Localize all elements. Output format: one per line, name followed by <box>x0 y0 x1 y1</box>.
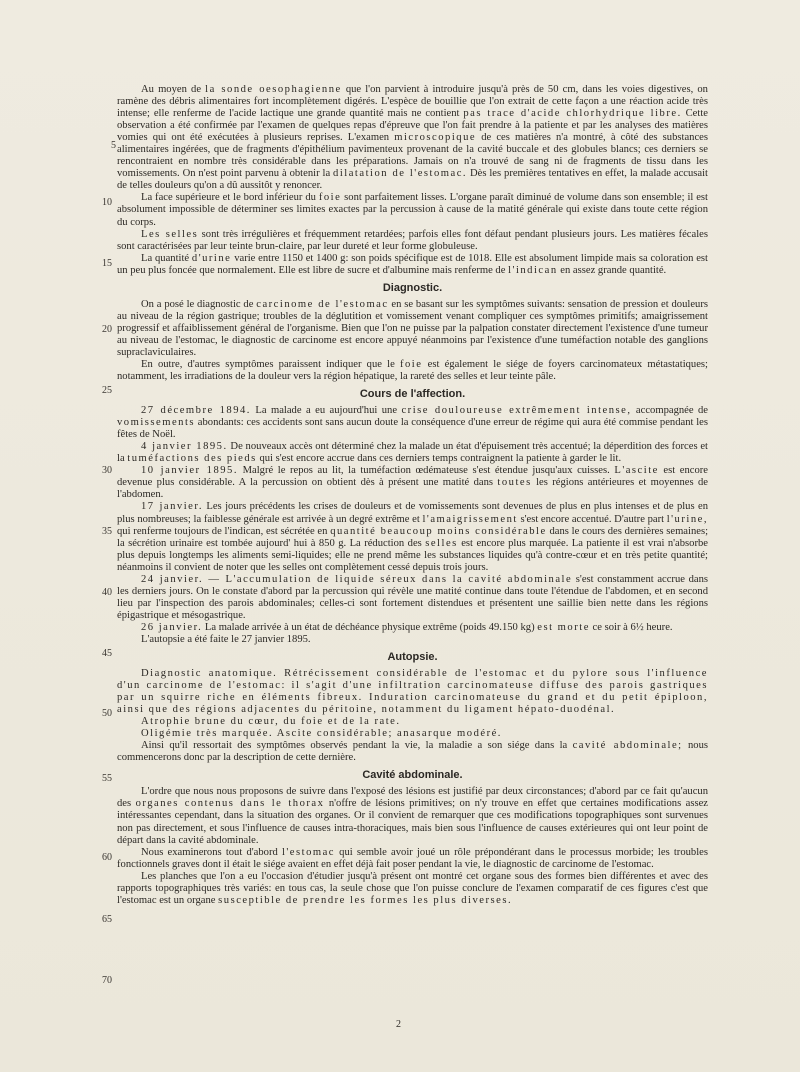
paragraph <box>117 668 708 716</box>
text-run: En outre, d'autres symptômes paraissent indiquer que le <box>141 358 400 370</box>
spaced-text: Oligémie très marquée. Ascite considérable; anasarque modéré. <box>141 728 502 740</box>
spaced-text: est morte <box>537 621 590 633</box>
spaced-text: crise douloureuse extrêmement intense, <box>401 405 632 417</box>
line-number: 15 <box>102 258 112 269</box>
text-run: Au moyen de <box>141 84 206 95</box>
spaced-text: vomissements <box>117 417 196 429</box>
text-run: en se basant sur les symptômes suivants: sensation de pression et douleurs au niveau de la région gastrique; troubles de la déglutition et vomissement venant compliquer ces symptômes primitifs; amaigrissement progressif et affaiblissement général de l'organisme. Bien que l'on ne puisse par la palpation constater directement l'existence d'une tumeur au niveau de l'estomac, le diagnostic de carcinome est encore appuyé néanmoins par l'existence d'une tuméfaction notable des ganglions supraclaviculaires. <box>117 298 708 358</box>
text-run: Ainsi qu'il ressortait des symptômes observés pendant la vie, la maladie a son siége dans la <box>141 740 573 752</box>
spaced-text: Les selles <box>141 228 199 240</box>
heading-cavite: Cavité abdominale. <box>362 769 463 782</box>
text-run: s'est constamment accrue dans les derniers jours. On le constate d'abord par la percussion qui révèle une matité continue dans toute l'étendue de l'abdomen, et en second lieu par l'inspection des parois abdominales; celles-ci sont fortement distendues et présentent une saillie bien nette dans les régions épigastrique et mésogastrique. <box>117 573 708 621</box>
spaced-text: dilatation de l'estomac. <box>333 168 468 180</box>
spaced-text: pas trace d'acide chlorhydrique libre. <box>463 108 682 120</box>
spaced-text: 10 janvier 1895. <box>141 465 238 477</box>
paragraph <box>117 716 708 728</box>
spaced-text: Atrophie brune du cœur, du foie et de la rate. <box>141 716 401 728</box>
text-run: qui s'est encore accrue dans ces derniers temps contraignent la patiente à garder le lit. <box>256 453 622 465</box>
intro-section <box>117 84 708 277</box>
diagnostic-section <box>117 299 708 383</box>
text-run: L'ordre que nous nous proposons de suivre dans l'exposé des lésions est justifié par deux circonstances; d'abord par ce fait qu'aucun des <box>117 786 708 810</box>
line-number: 20 <box>102 324 112 335</box>
spaced-text: 24 janvier. — L'accumulation de liquide séreux dans la cavité abdominale <box>141 573 573 585</box>
text-run: On a posé le diagnostic de <box>141 298 257 310</box>
spaced-text: 17 janvier. <box>141 501 203 513</box>
text-run: sont très irrégulières et fréquemment retardées; parfois elles font défaut pendant plusieurs jours. Les matières fécales sont caractérisées par leur teinte brun-claire, par leur dureté et leur forme globuleuse. <box>117 228 708 252</box>
line-number: 70 <box>102 975 112 986</box>
spaced-text: organes contenus dans le thorax <box>135 798 325 810</box>
line-number: 30 <box>102 465 112 476</box>
text-run: qui renferme toujours de l'indican, est sécrétée en <box>117 525 331 537</box>
paragraph <box>117 847 708 871</box>
spaced-text: l'urine, <box>666 513 708 525</box>
page-number: 2 <box>396 1019 401 1030</box>
spaced-text: d'urine <box>191 252 232 264</box>
text-run: est encore plus marquée. La patiente il est vrai n'absorbe plus depuis longtemps les aliments semi-liquides; elle ne prend même les substances liquides qu'à contre-cœur et en très petite quantité; néanmoins il convient de noter que les selles ont complètement cessé depuis trois jours. <box>117 537 708 573</box>
cavite-section <box>117 786 708 906</box>
heading-cours: Cours de l'affection. <box>359 388 466 401</box>
spaced-text: L'ascite <box>614 465 659 477</box>
spaced-text: selles <box>425 537 458 549</box>
line-number: 45 <box>102 648 112 659</box>
text-run: dans le cours des dernières semaines; la sécrétion urinaire est tombée aujourd' hui à 850 g. La réduction des <box>117 525 709 549</box>
paragraph <box>117 728 708 740</box>
spaced-text: foie <box>318 192 342 204</box>
spaced-text: l'amaigrissement <box>422 513 518 525</box>
autopsie-section <box>117 668 708 764</box>
text-run: sont parfaitement lisses. L'organe paraît diminué de volume dans son ensemble; il est absolument impossible de déterminer ses limites exactes par la percussion à cause de la matité générale qui existe dans toute cette région du corps. <box>117 192 708 228</box>
text-run: en assez grande quantité. <box>557 264 667 276</box>
spaced-text: l'indican <box>508 264 558 276</box>
line-number: 65 <box>102 914 112 925</box>
spaced-text: 4 janvier 1895. <box>141 441 228 453</box>
text-run: s'est encore accentué. D'autre part <box>517 513 667 525</box>
text-run: qui semble avoir joué un rôle prépondérant dans le processus morbide; les troubles fonctionnels graves dont il était le siége avaient en effet déjà fait poser pendant la vie, le diagnostic de carcinome de l'estomac. <box>117 846 708 870</box>
paragraph <box>117 740 708 764</box>
spaced-text: susceptible de prendre les formes les plus diverses. <box>218 894 513 906</box>
spaced-text: toutes <box>497 477 532 489</box>
spaced-text: tuméfactions des pieds <box>127 453 257 465</box>
text-run: n'offre de lésions primitives; on n'y trouve en effet que certaines modifications assez intéressantes cependant, dans la situation des organes. Or il convient de remarquer que ces modifications topographiques sont survenues non pas directement, et sous l'influence de causes intra-thoraciques, mais bien sous l'influence de causes extérieures qui ont leur point de départ dans la cavité abdominale. <box>117 798 708 846</box>
heading-autopsie: Autopsie. <box>387 651 438 664</box>
line-number-margin <box>0 0 120 1072</box>
text-run: Malgré le repos au lit, la tuméfaction œdémateuse s'est étendue jusqu'aux cuisses. <box>238 465 615 477</box>
line-number: 25 <box>102 385 112 396</box>
text-run: Dès les premières tentatives en effet, la malade accusait de telles douleurs qu'on a dû aussitôt y renoncer. <box>117 168 708 192</box>
spaced-text: 26 janvier. <box>141 621 203 633</box>
cours-section <box>117 405 708 646</box>
paragraph <box>117 786 708 846</box>
document-body <box>117 84 708 907</box>
text-run: nous commencerons donc par la description de cette dernière. <box>117 740 708 764</box>
text-run: Cette observation a été confirmée par l'examen de quelques repas d'épreuve que l'on fait prendre à la patiente et par les analyses des matières vomies qui ont été exécutées à plusieurs reprises. L'examen <box>117 108 708 144</box>
spaced-text: carcinome de l'estomac <box>256 298 389 310</box>
spaced-text: Diagnostic anatomique. Rétrécissement considérable de l'estomac et du pylore sous l'influence d'un carcinome de l'estomac: il s'agit d'une infiltration carcinomateuse diffuse des parois gastriques par un squirre riche en éléments fibreux. Induration carcinomateuse du grand et du petit épiploon, ainsi que des régions adjacentes du péritoine, notamment du ligament hépato-duodénal. <box>117 668 708 716</box>
text-run: La malade arrivée à un état de déchéance physique extrême (poids 49.150 kg) <box>202 621 538 633</box>
paragraph <box>117 465 708 501</box>
text-run: L'autopsie a été faite le 27 janvier 1895. <box>141 633 311 645</box>
spaced-text: l'estomac <box>281 846 336 858</box>
paragraph <box>117 84 708 192</box>
spaced-text: foie <box>399 358 423 370</box>
spaced-text: quantité beaucoup moins considérable <box>330 525 547 537</box>
text-run: de ces matières n'a montré, à côté des substances alimentaires ingérées, que de fragments d'épithélium pavimenteux provenant de la cavité buccale et des globules blancs; ces derniers se rencontraient en nombre très considérable dans les préparations. Jamais on n'a trouvé de sang ni de fragments de tissu dans les vomissements. On n'est point parvenu à obtenir la <box>117 132 708 180</box>
text-run: La face supérieure et le bord inférieur du <box>141 192 319 204</box>
paragraph <box>117 192 708 228</box>
paragraph <box>117 299 708 359</box>
paragraph <box>117 634 708 646</box>
paragraph <box>117 871 708 907</box>
text-run: est également le siége de foyers carcinomateux métastatiques; notamment, les irradiations de la douleur vers la région hépatique, la rareté des selles et leur teinte pâle. <box>117 358 708 383</box>
paragraph <box>117 253 708 277</box>
line-number: 60 <box>102 852 112 863</box>
paragraph <box>117 574 708 622</box>
line-number: 40 <box>102 587 112 598</box>
paragraph <box>117 622 708 634</box>
spaced-text: cavité abdominale; <box>572 740 683 752</box>
paragraph <box>117 405 708 441</box>
paragraph <box>117 229 708 253</box>
line-number: 55 <box>102 773 112 784</box>
spaced-text: la sonde oesophagienne <box>205 84 342 95</box>
paragraph <box>117 441 708 465</box>
line-number: 50 <box>102 708 112 719</box>
text-run: Les planches que l'on a eu l'occasion d'étudier jusqu'à présent ont montré cet organe sous des formes bien différentes et avec des rapports topographiques très variés: en tous cas, la seule chose que l'on puisse conclure de l'examen comparatif de ces figures c'est que l'estomac est un organe <box>117 870 708 906</box>
text-run: varie entre 1150 et 1400 g: son poids spécifique est de 1018. Elle est absolument limpide mais sa coloration est un peu plus foncée que normalement. Elle est libre de sucre et d'albumine mais renferme de <box>117 252 708 276</box>
heading-diagnostic: Diagnostic. <box>382 281 443 294</box>
paragraph <box>117 501 708 573</box>
text-run: La quantité <box>141 252 192 264</box>
text-run: ce soir à 6½ heure. <box>589 621 673 633</box>
text-run: que l'on parvient à introduire jusqu'à près de 50 cm, dans les voies digestives, on ramène des débris alimentaires fort incomplètement digérés. L'espèce de bouillie que l'on extrait de cette façon a une réaction acide très intense; elle renferme de l'acide lactique une grande quantité mais ne contient <box>117 84 708 120</box>
text-run: est encore devenue plus considérable. A la percussion on obtient dès à présent une matité dans <box>117 465 708 489</box>
text-run: Les jours précédents les crises de douleurs et de vomissements sont devenues de plus en plus intenses et de plus en plus nombreuses; la faiblesse générale est arrivée à un degré extrême et <box>117 501 708 525</box>
text-run: accompagnée de <box>631 405 708 417</box>
text-run: De nouveaux accès ont déterminé chez la malade un état d'épuisement très accentué; la déperdition des forces et la <box>117 441 708 465</box>
paragraph <box>117 359 708 383</box>
line-number: 10 <box>102 197 112 208</box>
line-number: 35 <box>102 526 112 537</box>
text-run: abondants: ces accidents sont sans aucun doute la conséquence d'une erreur de régime qui aura été commise pendant les fêtes de Noël. <box>117 417 708 441</box>
spaced-text: microscopique <box>394 132 477 144</box>
text-run: Nous examinerons tout d'abord <box>141 846 282 858</box>
line-number: 5 <box>111 140 116 151</box>
text-run: les régions antérieures et moyennes de l'abdomen. <box>117 477 708 501</box>
spaced-text: 27 décembre 1894. <box>141 405 251 417</box>
text-run: La malade a eu aujourd'hui une <box>250 405 402 417</box>
